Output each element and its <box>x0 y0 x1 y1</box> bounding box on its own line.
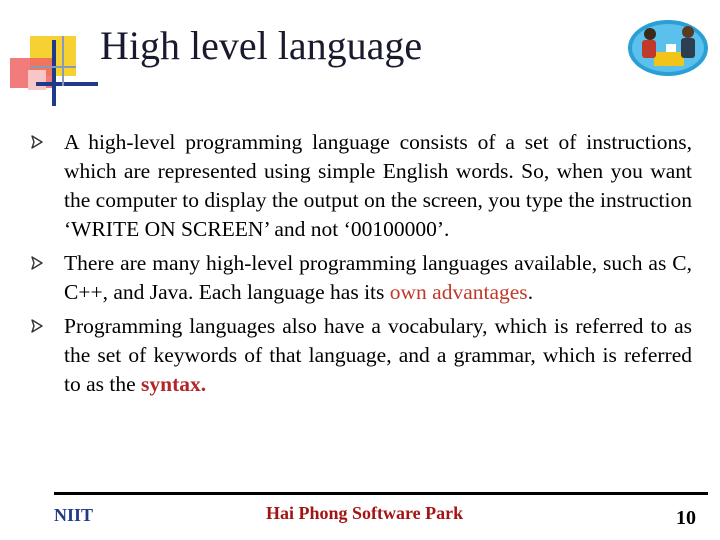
arrow-bullet-icon <box>30 256 44 270</box>
footer-center-label: Hai Phong Software Park <box>266 503 464 523</box>
slide-title: High level language <box>100 23 423 68</box>
bullet-item <box>30 312 692 399</box>
arrow-bullet-icon <box>30 319 44 333</box>
bullet-text-segment: Programming languages also have a vocabulary, which is referred to as the set of keywords of that language, and a grammar, which is referred to as the <box>64 314 692 396</box>
slide-corner-decoration <box>0 0 110 110</box>
footer-org-label: NIIT <box>54 505 94 525</box>
bullet-text <box>64 249 692 307</box>
bullet-text-segment: . <box>527 280 534 304</box>
arrow-bullet-icon <box>30 135 44 149</box>
bullet-text <box>64 312 692 399</box>
bullet-item <box>30 249 692 307</box>
bullet-text-segment: There are many high-level programming languages available, such as C, C++, and Java. Each language has its <box>64 251 692 304</box>
page-number: 10 <box>676 507 696 529</box>
meeting-clipart <box>626 14 710 78</box>
bullet-text <box>64 128 692 244</box>
highlight-syntax: syntax. <box>141 372 207 396</box>
bullet-item <box>30 128 692 244</box>
highlight-own-advantages: own advantages <box>389 280 528 304</box>
bullet-text-segment: A high-level programming language consists of a set of instructions, which are represented using simple English words. So, when you want the computer to display the output on the screen, you type the instruction ‘WRITE ON SCREEN’ and not ‘00100000’. <box>64 130 692 241</box>
footer-divider <box>54 492 708 495</box>
bullet-list <box>30 128 692 404</box>
